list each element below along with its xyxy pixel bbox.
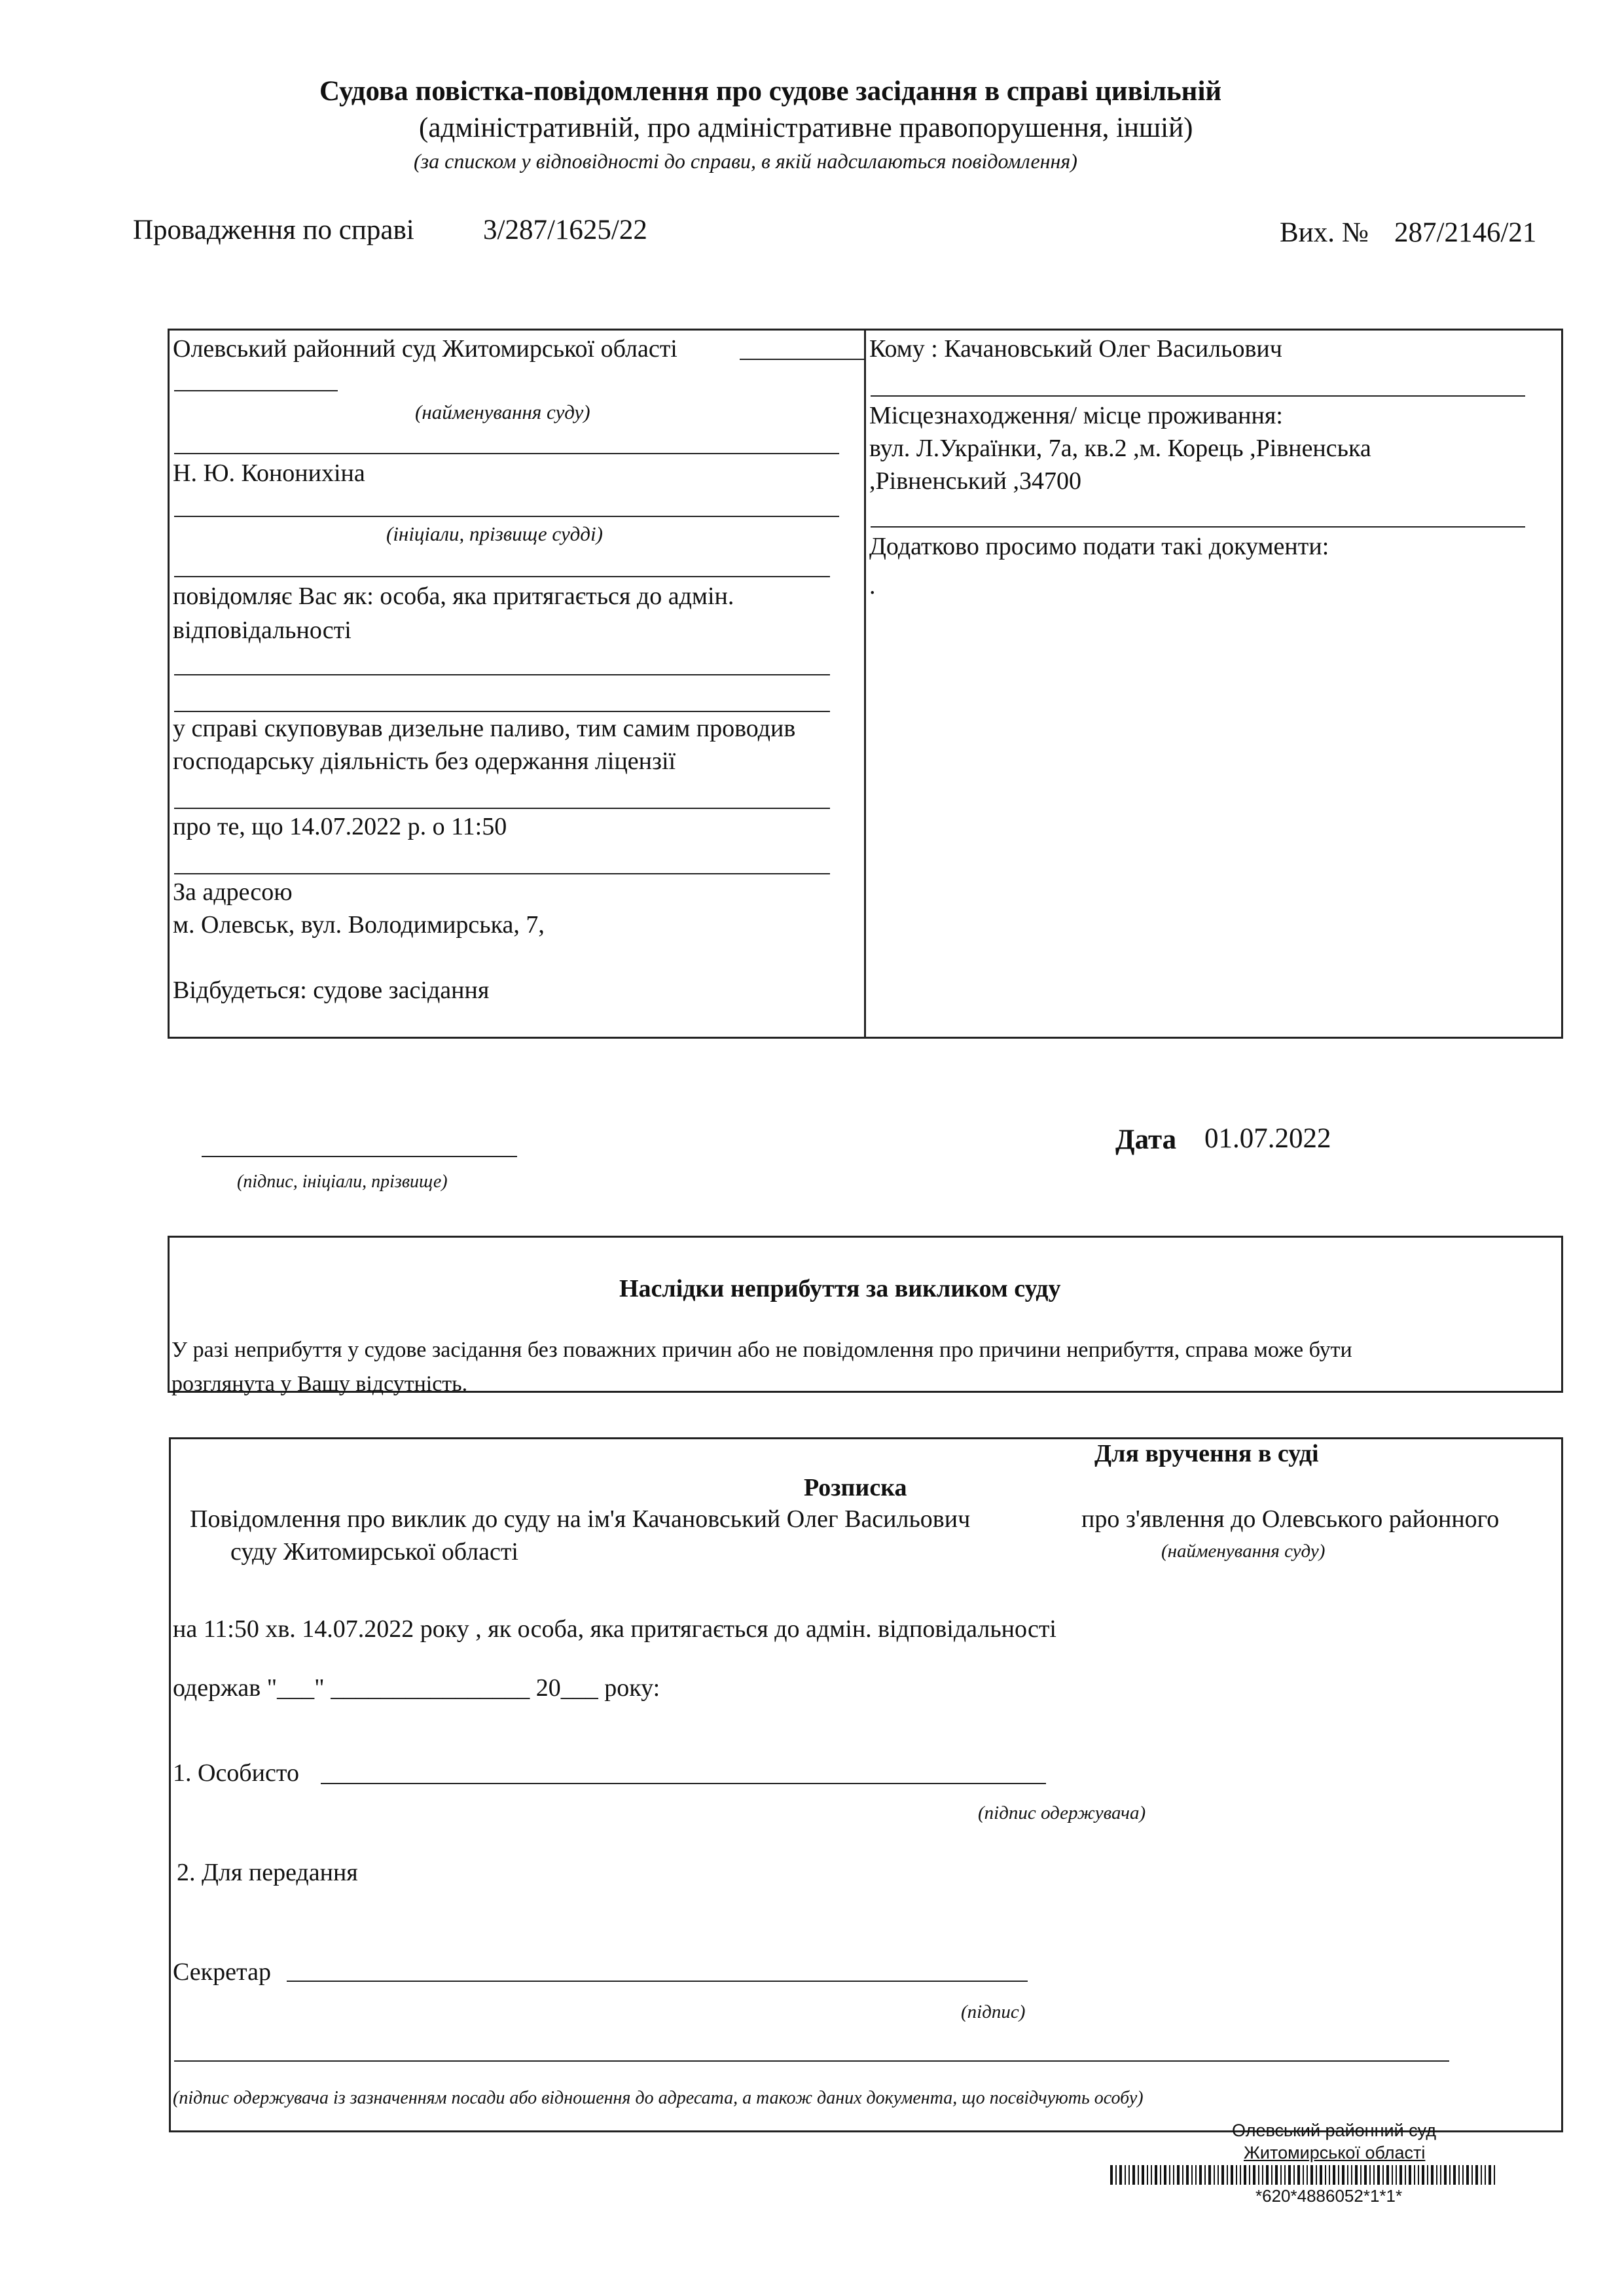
consequences-box [168,1236,1563,1396]
hearing-event: Відбудеться: судове засідання [173,977,490,1004]
for-court-label: Для вручення в суді [1094,1440,1319,1467]
receipt-court-caption: (найменування суду) [1161,1541,1326,1562]
document-note: (за списком у відповідності до справи, в якій надсилаються повідомлення) [414,149,1077,173]
hearing-when: про те, що 14.07.2022 р. о 11:50 [173,813,507,840]
recipient-signature-caption: (підпис одержувача) [978,1803,1146,1823]
case-desc-line-1: у справі скуповував дизельне паливо, тим самим проводив [173,715,796,742]
case-label: Провадження по справі [133,215,414,245]
stamp-court-line-2: Житомирської області [1244,2143,1426,2162]
when-underline [174,873,830,874]
issue-date: 01.07.2022 [1204,1123,1331,1154]
addressee-address-2: ,Рівненський ,34700 [869,467,1082,495]
notify-line-1: повідомляє Вас як: особа, яка притягається до адмін. [173,583,734,610]
consequences-line-1: У разі неприбуття у судове засідання без поважних причин або не повідомлення про причини неприбуття, справа може бути [171,1338,1352,1362]
document-title: Судова повістка-повідомлення про судове засідання в справі цивільній [319,76,1222,107]
notify-line-2: відповідальності [173,617,352,644]
receipt-line-1b: про з'явлення до Олевського районного [1081,1505,1500,1533]
consequences-line-2: розглянута у Вашу відсутність. [171,1372,468,1396]
hearing-address: м. Олевськ, вул. Володимирська, 7, [173,911,545,939]
receipt-time-line: на 11:50 хв. 14.07.2022 року , як особа, яка притягається до адмін. відповідальності [173,1615,1056,1643]
judge-caption: (ініціали, прізвище судді) [386,522,603,545]
court-underline [174,453,839,454]
secretary-signature-caption: (підпис) [961,2001,1026,2022]
judge-line-2 [174,576,830,577]
addressee-address-1: вул. Л.Українки, 7а, кв.2 ,м. Корець ,Рівненська [869,435,1371,462]
notice-box-divider [864,329,866,1039]
case-desc-line-2: господарську діяльність без одержання ліцензії [173,747,676,775]
address-underline [871,526,1525,528]
signature-line [202,1156,517,1157]
case-number: 3/287/1625/22 [483,215,647,245]
document-subtitle: (адміністративній, про адміністративне правопорушення, іншій) [419,113,1193,143]
date-label: Дата [1115,1124,1177,1155]
judge-underline [174,516,839,517]
address-label: За адресою [173,878,293,906]
personally-signature-line [321,1783,1046,1784]
case-desc-underline [174,808,830,809]
addressee-underline [871,395,1525,397]
outgoing-label: Вих. № [1280,217,1369,248]
location-label: Місцезнаходження/ місце проживання: [869,402,1283,429]
court-name-line [740,359,864,360]
receipt-bottom-line [174,2060,1449,2062]
documents-value: . [869,572,876,600]
receipt-line-2: суду Житомирської області [230,1538,518,1566]
court-name-line-2 [174,390,338,391]
receipt-footer-note: (підпис одержувача із зазначенням посади або відношення до адресата, а також даних документа, що посвідчують особу) [173,2088,1144,2108]
consequences-title: Наслідки неприбуття за викликом суду [619,1275,1061,1302]
receipt-title: Розписка [804,1474,907,1501]
barcode-code: *620*4886052*1*1* [1255,2186,1403,2206]
notify-underline-2 [174,711,830,712]
outgoing-number: 287/2146/21 [1394,217,1537,248]
documents-label: Додатково просимо подати такі документи: [869,533,1329,560]
court-caption: (найменування суду) [415,401,590,423]
received-line: одержав "___" ________________ 20___ року: [173,1674,660,1702]
barcode [1110,2165,1498,2185]
secretary-signature-line [287,1981,1028,1982]
receipt-line-1a: Повідомлення про виклик до суду на ім'я Качановський Олег Васильович [190,1505,971,1533]
for-transfer-label: 2. Для передання [177,1859,358,1886]
secretary-label: Секретар [173,1958,271,1986]
stamp-court-line-1: Олевський районний суд [1232,2121,1437,2140]
court-name: Олевський районний суд Житомирської області [173,335,677,363]
judge-name: Н. Ю. Кононихіна [173,459,365,487]
signature-caption: (підпис, ініціали, прізвище) [237,1172,448,1192]
personally-label: 1. Особисто [173,1759,299,1787]
notify-underline-1 [174,674,830,675]
addressee: Кому : Качановський Олег Васильович [869,335,1282,363]
